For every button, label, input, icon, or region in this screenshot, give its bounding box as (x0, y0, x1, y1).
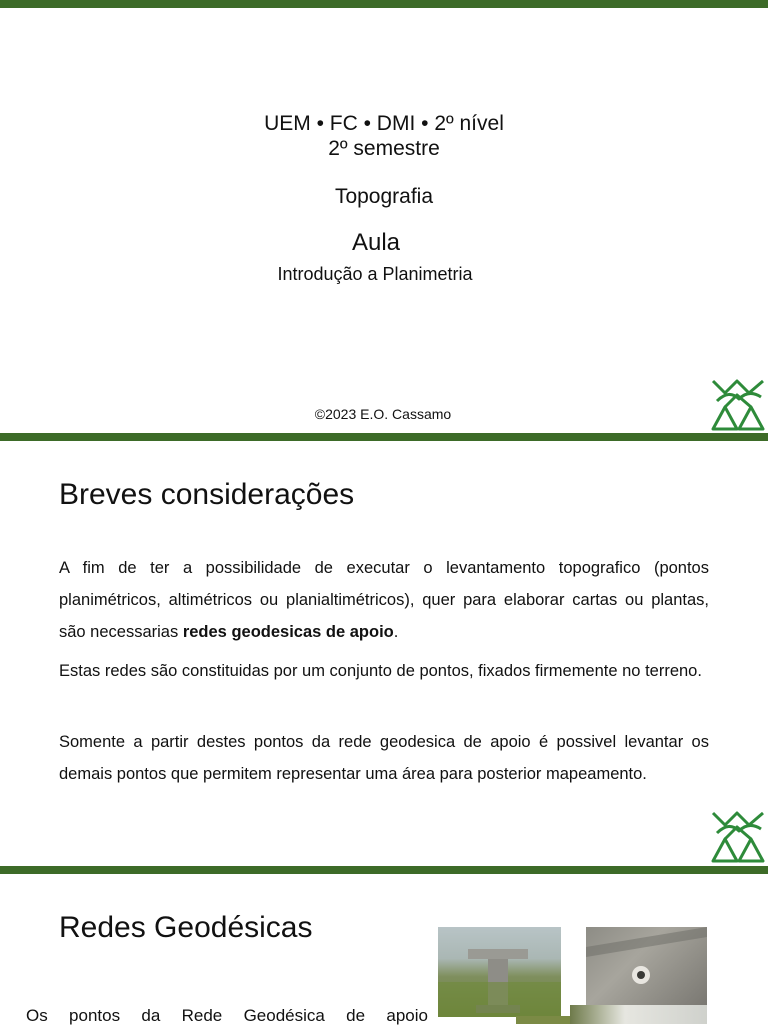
slide-title: Breves considerações (59, 478, 355, 511)
divider-bar-1 (0, 433, 768, 441)
uem-logo-icon (709, 809, 767, 863)
geodesic-marker-photo (438, 927, 561, 1017)
divider-bar-2 (0, 866, 768, 874)
copyright: ©2023 E.O. Cassamo (314, 406, 452, 422)
building-photo (570, 1005, 707, 1024)
top-bar (0, 0, 768, 8)
paragraph-1 (59, 552, 709, 648)
semester: 2º semestre (328, 137, 440, 160)
paragraph-1-end: . (393, 623, 399, 641)
paragraph-2: Estas redes são constituidas por um conjunto de pontos, fixados firmemente no terreno. (59, 662, 702, 680)
concrete-marker-photo (586, 927, 707, 1005)
paragraph-1-bold: redes geodesicas de apoio (182, 623, 394, 641)
lesson-title: Introdução a Planimetria (277, 264, 473, 284)
header-line: UEM • FC • DMI • 2º nível (264, 112, 504, 135)
course-title: Topografia (334, 185, 434, 208)
lesson-label: Aula (351, 229, 401, 256)
slide-title: Redes Geodésicas (59, 911, 313, 944)
uem-logo-icon (709, 377, 767, 431)
paragraph-1-text: A fim de ter a possibilidade de executar o levantamento topografico (pontos planimétricos, altimétricos ou planialtimétricos), quer para elaborar cartas ou plantas, são necessarias (59, 559, 709, 641)
paragraph-partial: Os pontos da Rede Geodésica de apoio (26, 1006, 428, 1025)
paragraph-3: Somente a partir destes pontos da rede geodesica de apoio é possivel levantar os demais pontos que permitem representar uma área para posterior mapeamento. (59, 733, 709, 783)
